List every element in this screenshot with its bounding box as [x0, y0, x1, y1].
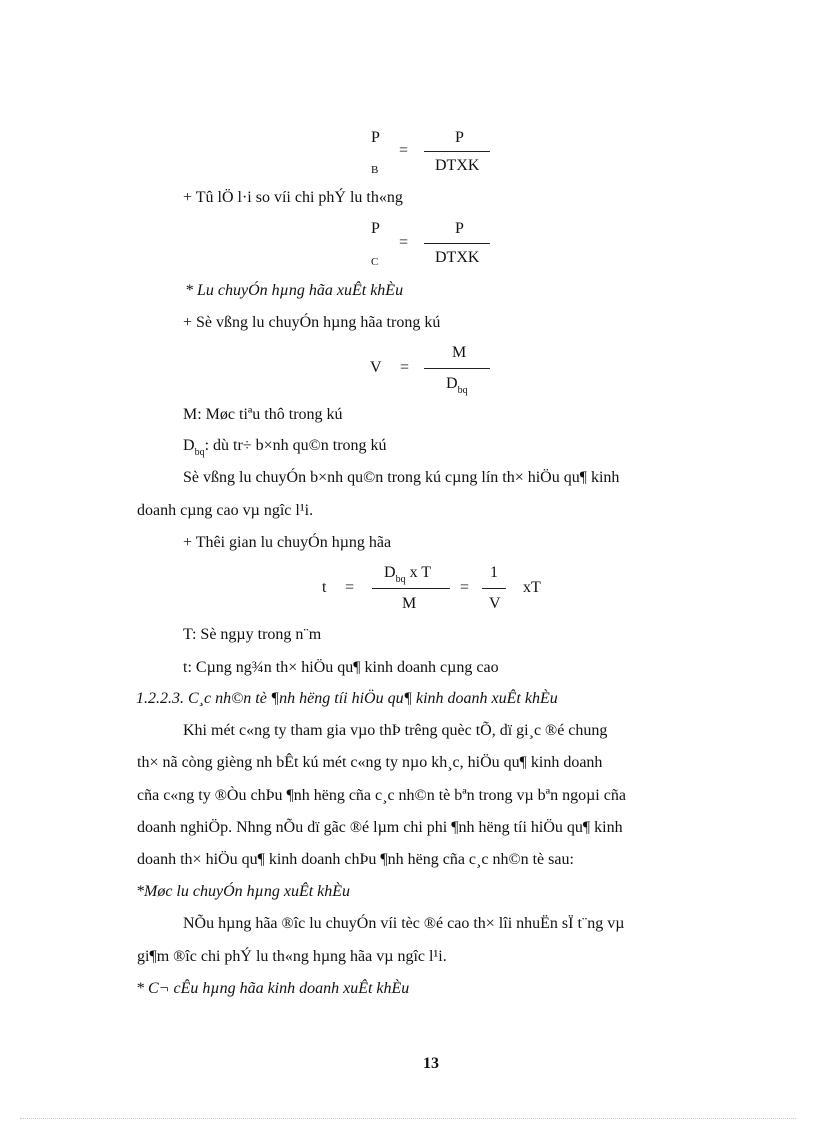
definition-dbq-rest: : dù tr÷ b×nh qu©n trong kú: [204, 437, 387, 454]
formula-pb-den: DTXK: [435, 157, 480, 174]
formula-pb-lhs-sub: B: [371, 164, 379, 176]
formula-pc-eq: =: [399, 234, 409, 251]
definition-t-small: t: Cµng ng¾n th× hiÖu qu¶ kinh doanh cµng cao: [183, 659, 499, 676]
definition-dbq-d: D: [183, 437, 195, 454]
formula-v-den-d: D: [446, 375, 458, 392]
heading-co-cau: * C¬ cÊu hµng hãa kinh doanh xuÊt khÈu: [136, 980, 410, 997]
formula-t-num1-d: D: [384, 564, 396, 581]
formula-t-fraction-bar-1: [372, 588, 450, 589]
definition-t-big: T: Sè ngµy trong n¨m: [183, 626, 322, 643]
formula-t-num1: [384, 563, 431, 585]
page-number: 13: [423, 1055, 439, 1072]
formula-v-num: M: [452, 344, 467, 361]
formula-pc-den: DTXK: [435, 249, 480, 266]
formula-t-eq2: =: [460, 579, 470, 596]
formula-t-num1-sub: bq: [395, 574, 406, 585]
formula-v-fraction-bar: [424, 368, 490, 369]
heading-muc-luu-chuyen: *Møc lu chuyÓn hµng xuÊt khÈu: [136, 883, 351, 900]
formula-pb-fraction-bar: [424, 151, 490, 152]
formula-t-lhs: t: [322, 579, 327, 596]
line-so-vong: + Sè vßng lu chuyÓn hµng hãa trong kú: [183, 314, 441, 331]
formula-t-num2: 1: [490, 564, 498, 581]
paragraph-main-line3: cña c«ng ty ®Òu chÞu ¶nh hëng cña c¸c nh©n tè bªn trong vµ bªn ngoµi cña: [137, 787, 626, 804]
formula-pc-lhs: P: [371, 220, 380, 237]
paragraph-main-line4: doanh nghiÖp. Nhng nÕu dï gãc ®é lµm chi phi ¶nh hëng tíi hiÖu qu¶ kinh: [137, 819, 623, 836]
paragraph-neu-line2: gi¶m ®îc chi phÝ lu th«ng hµng hãa vµ ngîc l¹i.: [137, 948, 447, 965]
formula-v-lhs: V: [370, 359, 382, 376]
definition-dbq: [183, 436, 387, 458]
heading-luu-chuyen: * Lu chuyÓn hµng hãa xuÊt khÈu: [185, 282, 404, 299]
formula-pb-eq: =: [399, 142, 409, 159]
formula-t-fraction-bar-2: [482, 588, 506, 589]
paragraph-main-line5: doanh th× hiÖu qu¶ kinh doanh chÞu ¶nh hëng cña c¸c nh©n tè sau:: [137, 851, 574, 868]
formula-t-tail: xT: [523, 579, 541, 596]
paragraph-so-vong-line1: Sè vßng lu chuyÓn b×nh qu©n trong kú cµng lín th× hiÖu qu¶ kinh: [183, 469, 620, 486]
line-tysuat-chiphi: + Tû lÖ l·i so víi chi phÝ lu th«ng: [183, 189, 403, 206]
paragraph-so-vong-line2: doanh cµng cao vµ ngîc l¹i.: [137, 502, 314, 519]
formula-v-den: [446, 374, 468, 396]
formula-pb-num: P: [455, 129, 464, 146]
formula-v-den-sub: bq: [457, 385, 468, 396]
formula-pc-fraction-bar: [424, 243, 490, 244]
formula-pb-lhs: P: [371, 129, 380, 146]
formula-t-den1: M: [402, 595, 417, 612]
line-thoi-gian: + Thêi gian lu chuyÓn hµng hãa: [183, 534, 392, 551]
footer-rule: [20, 1118, 796, 1119]
formula-t-den2: V: [489, 595, 501, 612]
formula-t-eq1: =: [345, 579, 355, 596]
definition-dbq-sub: bq: [194, 447, 205, 458]
formula-v-eq: =: [400, 359, 410, 376]
paragraph-neu-line1: NÕu hµng hãa ®îc lu chuyÓn víi tèc ®é cao th× lîi nhuËn sÏ t¨ng vµ: [183, 915, 625, 932]
section-heading-1-2-2-3: 1.2.2.3. C¸c nh©n tè ¶nh hëng tíi hiÖu qu¶ kinh doanh xuÊt khÈu: [136, 690, 558, 707]
formula-pc-lhs-sub: C: [371, 256, 379, 268]
paragraph-main-line1: Khi mét c«ng ty tham gia vµo thÞ trêng quèc tÕ, dï gi¸c ®é chung: [183, 722, 608, 739]
formula-pc-num: P: [455, 220, 464, 237]
formula-t-num1-rest: x T: [405, 564, 432, 581]
definition-m: M: Møc tiªu thô trong kú: [183, 406, 343, 423]
paragraph-main-line2: th× nã còng gièng nh bÊt kú mét c«ng ty nµo kh¸c, hiÖu qu¶ kinh doanh: [137, 754, 603, 771]
